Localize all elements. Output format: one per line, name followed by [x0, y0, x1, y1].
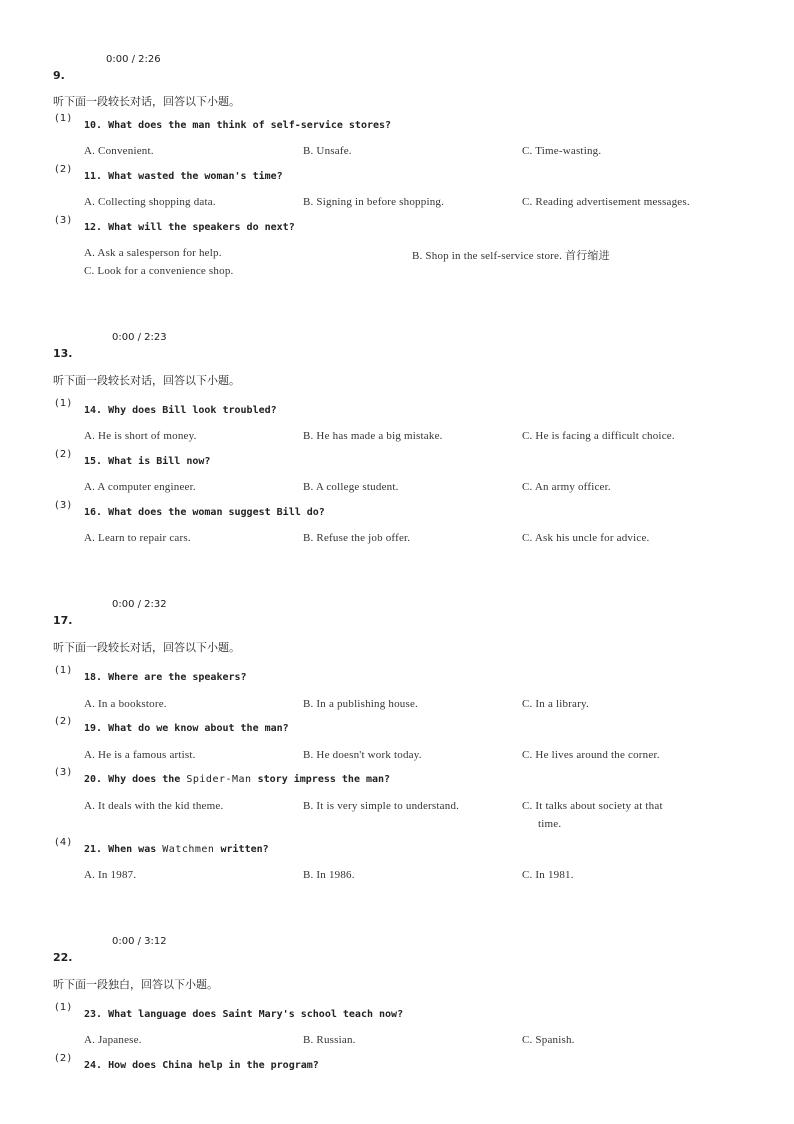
option-c[interactable]: C. Ask his uncle for advice.	[522, 532, 650, 544]
sub-question-marker: (3)	[55, 767, 73, 778]
sub-question-marker: (1)	[55, 113, 73, 124]
option-a[interactable]: A. A computer engineer.	[84, 481, 196, 493]
title-italic: Watchmen	[162, 844, 215, 855]
option-c[interactable]: C. Reading advertisement messages.	[522, 196, 690, 208]
option-c[interactable]: C. He lives around the corner.	[522, 749, 660, 761]
option-b[interactable]: B. Refuse the job offer.	[303, 532, 411, 544]
option-c[interactable]: C. He is facing a difficult choice.	[522, 430, 675, 442]
option-b[interactable]: B. He has made a big mistake.	[303, 430, 443, 442]
option-b[interactable]: B. In 1986.	[303, 869, 355, 881]
question-text: 23. What language does Saint Mary's school teach now?	[84, 1009, 404, 1020]
section-intro: 听下面一段较长对话，回答以下小题。	[53, 374, 240, 387]
audio-player-time[interactable]: 0:00 / 2:32	[112, 599, 167, 610]
option-c[interactable]: C. It talks about society at that	[522, 800, 663, 812]
audio-player-time[interactable]: 0:00 / 2:26	[106, 54, 161, 65]
sub-question-marker: (2)	[55, 1053, 73, 1064]
option-c[interactable]: C. Spanish.	[522, 1034, 575, 1046]
question-number: 17.	[53, 614, 73, 627]
option-b[interactable]: B. He doesn't work today.	[303, 749, 422, 761]
sub-question-marker: (1)	[55, 665, 73, 676]
option-c[interactable]: C. Time-wasting.	[522, 145, 602, 157]
question-text: 16. What does the woman suggest Bill do?	[84, 507, 325, 518]
option-a[interactable]: A. Japanese.	[84, 1034, 142, 1046]
sub-question-marker: (1)	[55, 398, 73, 409]
section-intro: 听下面一段较长对话，回答以下小题。	[53, 641, 240, 654]
option-a[interactable]: A. Ask a salesperson for help.	[84, 247, 222, 259]
question-number: 9.	[53, 69, 65, 82]
option-b[interactable]: B. Russian.	[303, 1034, 356, 1046]
sub-question-marker: (3)	[55, 215, 73, 226]
option-c[interactable]: C. In a library.	[522, 698, 589, 710]
question-text: 24. How does China help in the program?	[84, 1060, 319, 1071]
question-text: 12. What will the speakers do next?	[84, 222, 295, 233]
question-text-part: 21. When was	[84, 844, 157, 855]
question-number: 13.	[53, 347, 73, 360]
option-a[interactable]: A. In 1987.	[84, 869, 137, 881]
option-a[interactable]: A. It deals with the kid theme.	[84, 800, 224, 812]
question-text: 10. What does the man think of self-service stores?	[84, 120, 392, 131]
sub-question-marker: (1)	[55, 1002, 73, 1013]
option-c[interactable]: C. In 1981.	[522, 869, 574, 881]
question-text: 15. What is Bill now?	[84, 456, 211, 467]
question-text	[84, 774, 390, 785]
option-b[interactable]: B. Shop in the self-service store. 首行缩进	[412, 250, 610, 262]
question-text	[84, 844, 269, 855]
audio-player-time[interactable]: 0:00 / 3:12	[112, 936, 167, 947]
option-c[interactable]: C. An army officer.	[522, 481, 611, 493]
option-a[interactable]: A. He is a famous artist.	[84, 749, 196, 761]
sub-question-marker: (3)	[55, 500, 73, 511]
option-a[interactable]: A. Learn to repair cars.	[84, 532, 191, 544]
question-text-part: 20. Why does the	[84, 774, 181, 785]
option-a[interactable]: A. Convenient.	[84, 145, 154, 157]
option-c[interactable]: C. Look for a convenience shop.	[84, 265, 234, 277]
option-b[interactable]: B. Signing in before shopping.	[303, 196, 445, 208]
sub-question-marker: (2)	[55, 449, 73, 460]
question-text: 11. What wasted the woman's time?	[84, 171, 283, 182]
audio-player-time[interactable]: 0:00 / 2:23	[112, 332, 167, 343]
section-intro: 听下面一段独白，回答以下小题。	[53, 978, 218, 991]
option-a[interactable]: A. In a bookstore.	[84, 698, 167, 710]
sub-question-marker: (2)	[55, 164, 73, 175]
option-c-continued: time.	[538, 818, 562, 830]
sub-question-marker: (2)	[55, 716, 73, 727]
option-a[interactable]: A. He is short of money.	[84, 430, 197, 442]
option-b[interactable]: B. In a publishing house.	[303, 698, 418, 710]
section-intro: 听下面一段较长对话，回答以下小题。	[53, 95, 240, 108]
question-text-part: story impress the man?	[257, 774, 391, 785]
question-text: 19. What do we know about the man?	[84, 723, 289, 734]
question-text: 14. Why does Bill look troubled?	[84, 405, 277, 416]
option-b[interactable]: B. Unsafe.	[303, 145, 352, 157]
question-text-part: written?	[220, 844, 269, 855]
sub-question-marker: (4)	[55, 837, 73, 848]
title-italic: Spider-Man	[186, 774, 252, 785]
option-a[interactable]: A. Collecting shopping data.	[84, 196, 216, 208]
option-b[interactable]: B. It is very simple to understand.	[303, 800, 460, 812]
question-number: 22.	[53, 951, 73, 964]
question-text: 18. Where are the speakers?	[84, 672, 247, 683]
option-b[interactable]: B. A college student.	[303, 481, 399, 493]
